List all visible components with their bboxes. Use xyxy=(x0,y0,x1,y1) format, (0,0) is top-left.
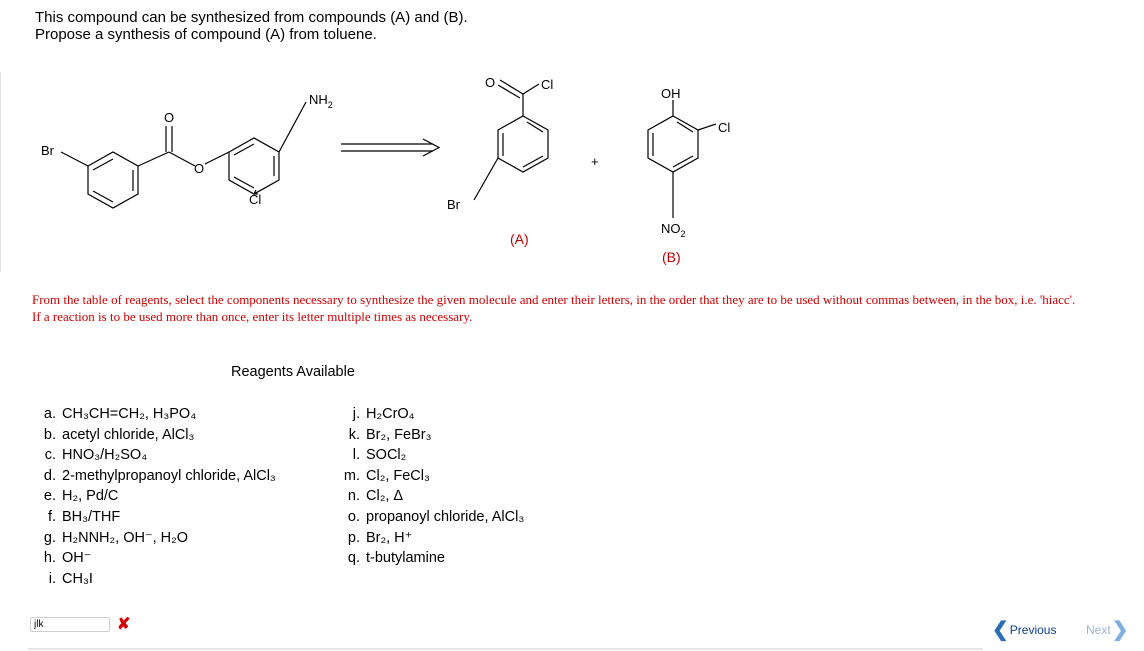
atom-nh2: $NH_2$ xyxy=(309,92,333,110)
reagent-l: l. SOCl₂ xyxy=(352,447,407,464)
reagent-n: n. Cl₂, Δ xyxy=(347,488,404,505)
reagent-f: f. BH₃/THF xyxy=(47,508,121,525)
atom-br-left: Br xyxy=(41,143,54,158)
question-line-2: Propose a synthesis of compound (A) from toluene. xyxy=(35,26,377,43)
label-compound-b: (B) xyxy=(662,249,681,265)
instructions xyxy=(32,291,1122,325)
reagents-right-column xyxy=(334,404,524,569)
reagent-a: a. CH₃CH=CH₂, H₃PO₄ xyxy=(43,406,197,422)
chevron-right-icon: ❯ xyxy=(1111,619,1129,641)
reagent-m: m. Cl₂, FeCl₃ xyxy=(343,467,430,484)
atom-br-a: Br xyxy=(447,197,460,212)
previous-label: Previous xyxy=(1009,623,1057,637)
atom-cl-b: Cl xyxy=(718,120,731,135)
reagent-c: c. HNO₃/H₂SO₄ xyxy=(44,447,148,464)
atom-no2: $NO_2$ xyxy=(661,221,686,239)
compound-b-ring xyxy=(648,116,698,172)
divider xyxy=(28,648,983,650)
reagent-b: b. acetyl chloride, AlCl₃ xyxy=(43,426,195,443)
question-text xyxy=(35,9,468,43)
reagent-g: g. H₂NNH₂, OH⁻, H₂O xyxy=(43,529,189,546)
reaction-scheme xyxy=(0,72,1144,272)
atom-cl-target: Cl xyxy=(249,192,262,207)
plus-sign: + xyxy=(591,154,599,169)
reagents-title: Reagents Available xyxy=(231,364,355,380)
reagent-i: i. CH₃I xyxy=(48,570,93,587)
atom-oh: OH xyxy=(661,86,681,101)
reagent-p: p. Br₂, H⁺ xyxy=(347,529,413,546)
atom-o-acyl: O xyxy=(485,75,496,90)
reagent-d: d. 2-methylpropanoyl chloride, AlCl₃ xyxy=(43,467,276,484)
reagent-k: k. Br₂, FeBr₃ xyxy=(348,426,432,443)
previous-button[interactable] xyxy=(992,620,1056,640)
next-label: Next xyxy=(1086,623,1111,637)
x-mark-icon: ✘ xyxy=(117,616,131,633)
bromophenyl-ring xyxy=(88,152,138,208)
reagent-h: h. OH⁻ xyxy=(43,550,92,567)
reagent-e: e. H₂, Pd/C xyxy=(43,488,119,505)
instructions-line-2: If a reaction is to be used more than once, enter its letter multiple times as necessary. xyxy=(32,309,473,324)
chemical-structures-drawing xyxy=(1,72,1144,272)
label-compound-a: (A) xyxy=(510,231,529,247)
answer-input[interactable] xyxy=(30,617,110,632)
aminophenyl-ring xyxy=(229,138,279,194)
reagent-q: q. t-butylamine xyxy=(347,550,445,567)
instructions-line-1: From the table of reagents, select the components necessary to synthesize the given molecule and enter their letters, in the order that they are to be used without commas between, in the box, i.e. 'hiacc'. xyxy=(32,292,1076,307)
atom-o-ester: O xyxy=(194,161,205,176)
chevron-left-icon: ❮ xyxy=(992,619,1009,641)
reagents-left-column xyxy=(30,404,276,589)
compound-a-ring xyxy=(498,116,548,172)
atom-o-carbonyl: O xyxy=(164,110,175,125)
next-button[interactable] xyxy=(1086,620,1128,640)
atom-cl-acyl: Cl xyxy=(541,77,554,92)
reagent-j: j. H₂CrO₄ xyxy=(352,406,415,422)
reagent-o: o. propanoyl chloride, AlCl₃ xyxy=(347,508,525,525)
question-line-1: This compound can be synthesized from compounds (A) and (B). xyxy=(35,9,468,26)
